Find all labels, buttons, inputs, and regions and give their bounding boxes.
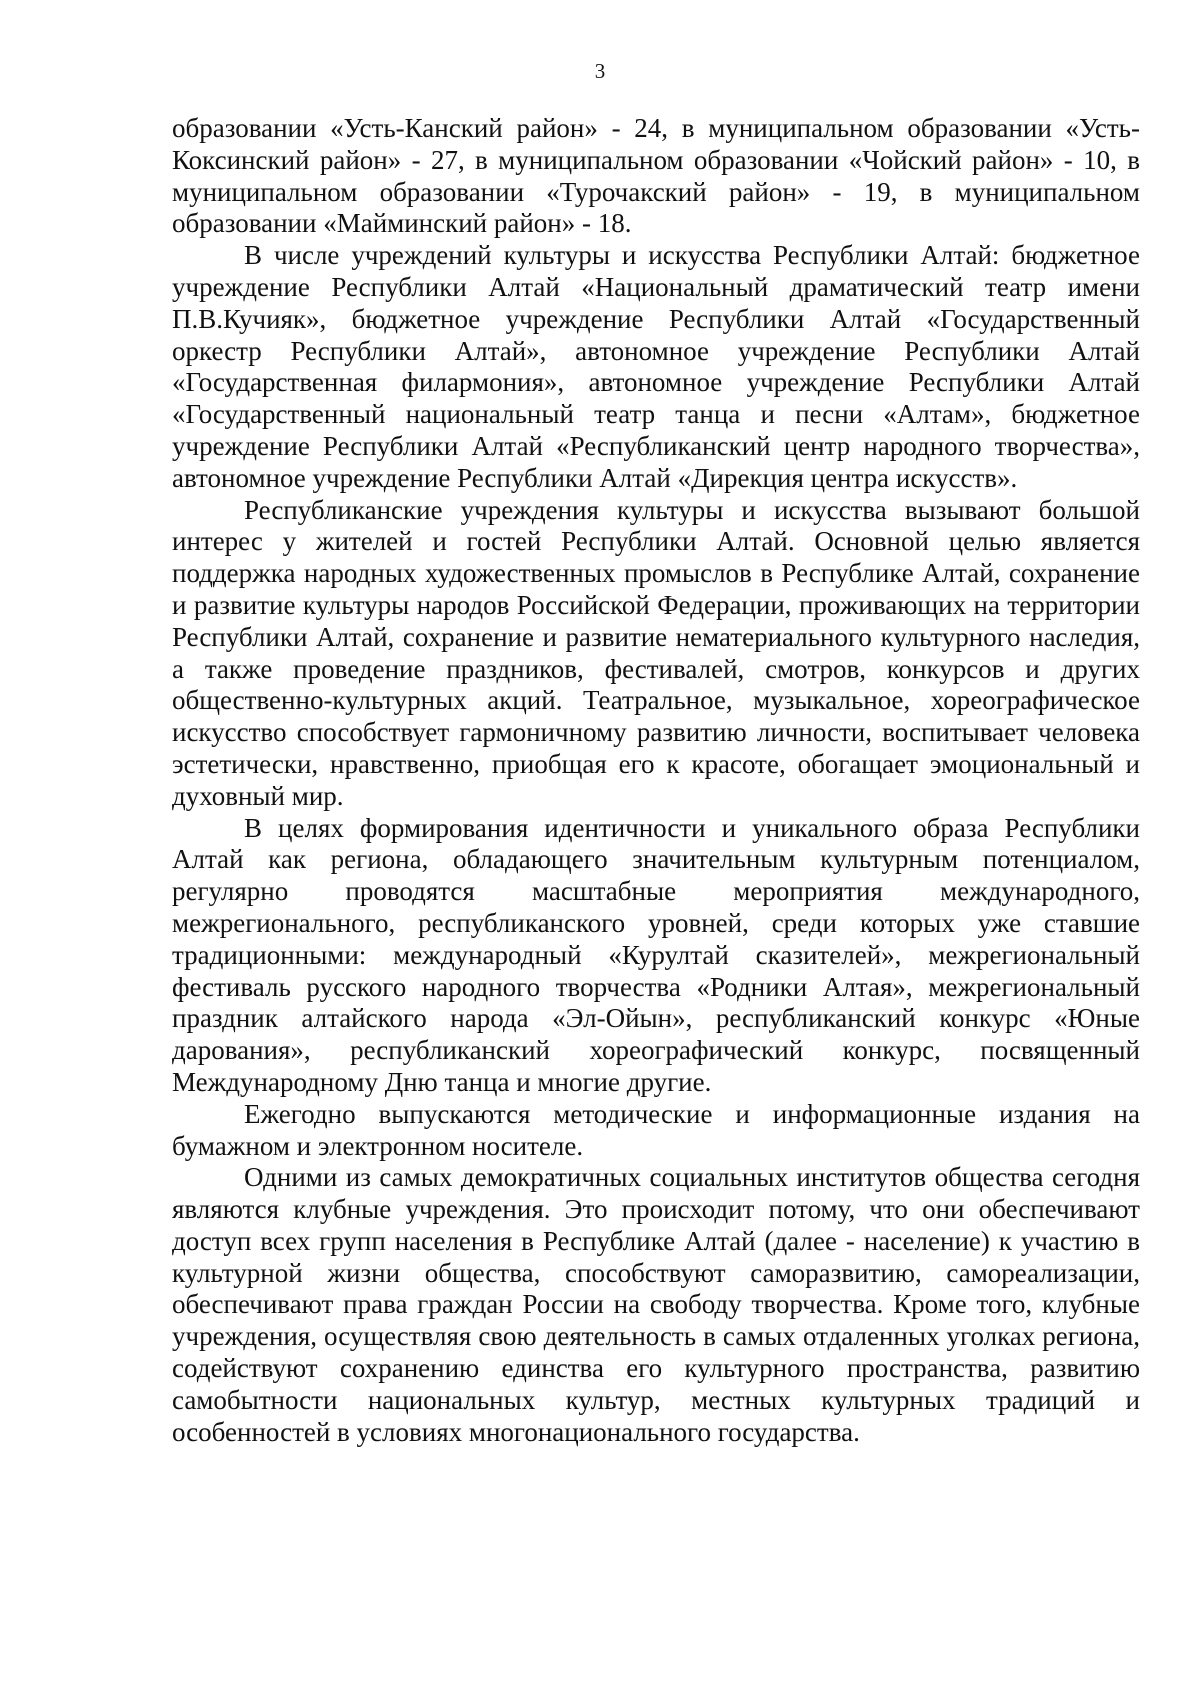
document-body	[172, 113, 1140, 1448]
paragraph-republican-institutions: Республиканские учреждения культуры и искусства вызывают большой интерес у жителей и гостей Республики Алтай. Основной целью является поддержка народных художественных промыслов в Республике Алтай, сохранение и развитие культуры народов Российской Федерации, проживающих на территории Республики Алтай, сохранение и развитие нематериального культурного наследия, а также проведение праздников, фестивалей, смотров, конкурсов и других общественно-культурных акций. Театральное, музыкальное, хореографическое искусство способствует гармоничному развитию личности, воспитывает человека эстетически, нравственно, приобщая его к красоте, обогащает эмоциональный и духовный мир.	[172, 494, 1140, 811]
page-number: 3	[594, 59, 606, 83]
paragraph-continuation: образовании «Усть-Канский район» - 24, в муниципальном образовании «Усть-Коксинский район» - 27, в муниципальном образовании «Чойский район» - 10, в муниципальном образовании «Турочакский район» - 19, в муниципальном образовании «Майминский район» - 18.	[172, 113, 1140, 239]
paragraph-culture-institutions: В числе учреждений культуры и искусства Республики Алтай: бюджетное учреждение Республики Алтай «Национальный драматический театр имени П.В.Кучияк», бюджетное учреждение Республики Алтай «Государственный оркестр Республики Алтай», автономное учреждение Республики Алтай «Государственная филармония», автономное учреждение Республики Алтай «Государственный национальный театр танца и песни «Алтам», бюджетное учреждение Республики Алтай «Республиканский центр народного творчества», автономное учреждение Республики Алтай «Дирекция центра искусств».	[172, 240, 1140, 493]
paragraph-events: В целях формирования идентичности и уникального образа Республики Алтай как региона, обладающего значительным культурным потенциалом, регулярно проводятся масштабные мероприятия международного, межрегионального, республиканского уровней, среди которых уже ставшие традиционными: международный «Курултай сказителей», межрегиональный фестиваль русского народного творчества «Родники Алтая», межрегиональный праздник алтайского народа «Эл-Ойын», республиканский конкурс «Юные дарования», республиканский хореографический конкурс, посвященный Международному Дню танца и многие другие.	[172, 812, 1140, 1097]
paragraph-publications: Ежегодно выпускаются методические и информационные издания на бумажном и электронном носителе.	[172, 1098, 1140, 1161]
paragraph-club-institutions: Одними из самых демократичных социальных институтов общества сегодня являются клубные учреждения. Это происходит потому, что они обеспечивают доступ всех групп населения в Республике Алтай (далее - население) к участию в культурной жизни общества, способствуют саморазвитию, самореализации, обеспечивают права граждан России на свободу творчества. Кроме того, клубные учреждения, осуществляя свою деятельность в самых отдаленных уголках региона, содействуют сохранению единства его культурного пространства, развитию самобытности национальных культур, местных культурных традиций и особенностей в условиях многонационального государства.	[172, 1162, 1140, 1447]
